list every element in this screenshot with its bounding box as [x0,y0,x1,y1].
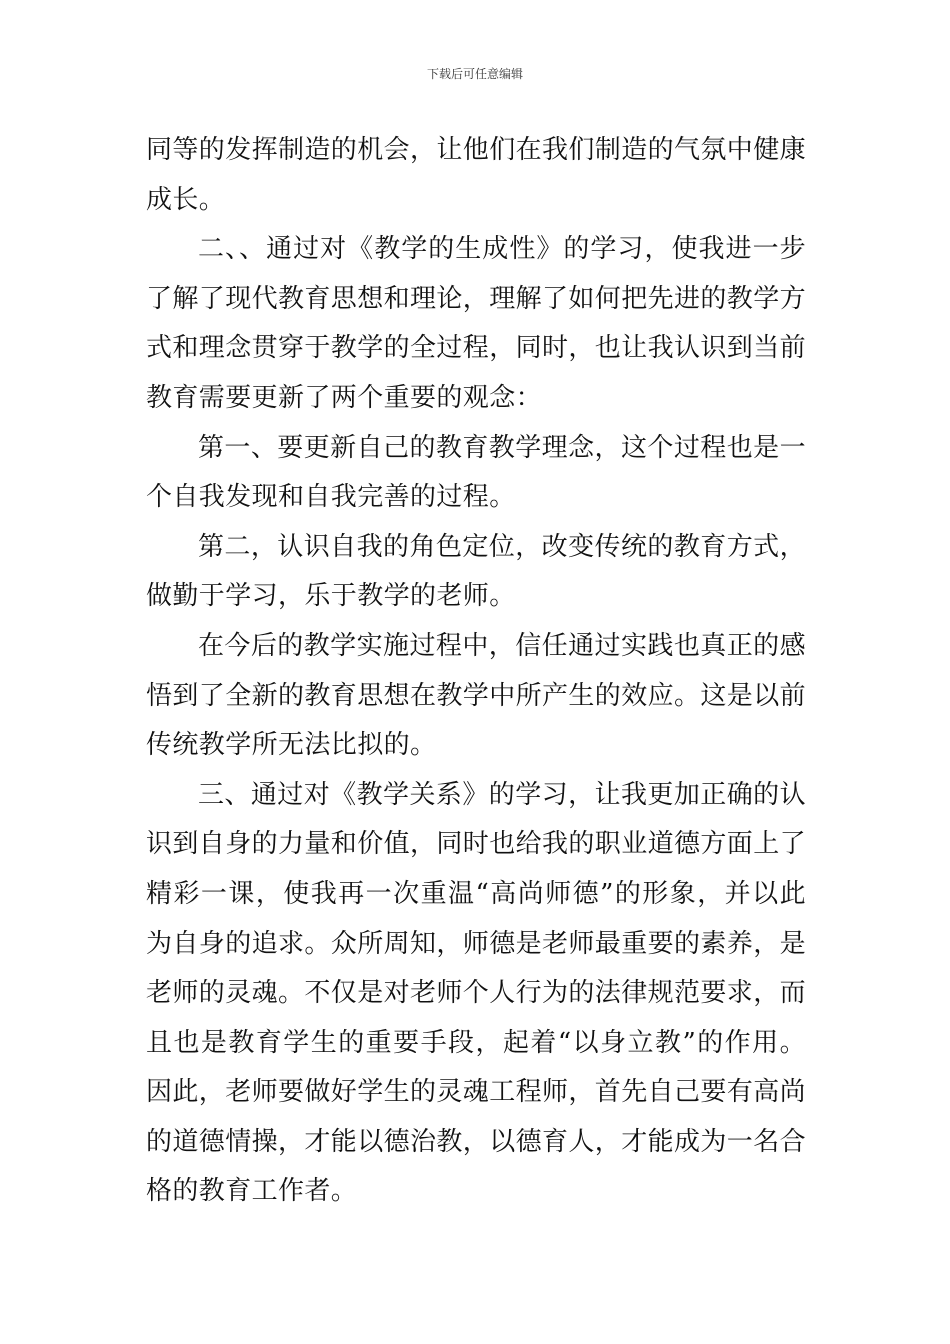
paragraph-second-point: 第二，认识自我的角色定位，改变传统的教育方式，做勤于学习，乐于教学的老师。 [146,531,806,612]
paragraph-section-three: 三、通过对《教学关系》的学习，让我更加正确的认识到自身的力量和价值，同时也给我的职业道德方面上了精彩一课，使我再一次重温“高尚师德”的形象，并以此为自身的追求。众所周知，师德是老师最重要的素养，是老师的灵魂。不仅是对老师个人行为的法律规范要求，而且也是教育学生的重要手段，起着“以身立教”的作用。因此，老师要做好学生的灵魂工程师，首先自己要有高尚的道德情操，才能以德治教，以德育人，才能成为一名合格的教育工作者。 [146,779,807,1207]
paragraph-continuation: 同等的发挥制造的机会，让他们在我们制造的气氛中健康成长。 [146,135,807,215]
paragraph-practice: 在今后的教学实施过程中，信任通过实践也真正的感悟到了全新的教育思想在教学中所产生的效应。这是以前传统教学所无法比拟的。 [146,630,807,761]
paragraph-first-point: 第一、要更新自己的教育教学理念，这个过程也是一个自我发现和自我完善的过程。 [146,432,806,513]
page-header-note: 下载后可任意编辑 [426,67,523,81]
paragraph-section-two: 二、、通过对《教学的生成性》的学习，使我进一步了解了现代教育思想和理论，理解了如何把先进的教学方式和理念贯穿于教学的全过程，同时，也让我认识到当前教育需要更新了两个重要的观念： [146,234,807,413]
document-body [146,126,806,1217]
